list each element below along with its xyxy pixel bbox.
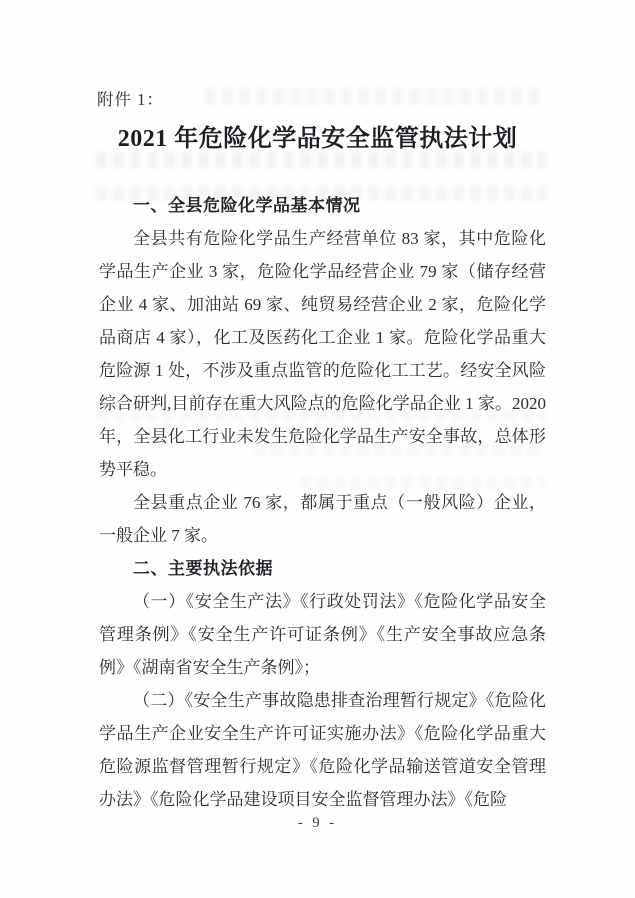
bleedthrough-artifact [205, 88, 545, 105]
section-heading-enforcement-basis: 二、主要执法依据 [133, 559, 273, 578]
section-heading-basic-situation: 一、全县危险化学品基本情况 [133, 196, 361, 215]
body-paragraph: （二）《安全生产事故隐患排查治理暂行规定》《危险化学品生产企业安全生产许可证实施办法》《危险化学品重大危险源监督管理暂行规定》《危险化学品输送管道安全管理办法》《危险化学品建设项目安全监督管理办法》《危险 [99, 691, 546, 809]
document-body [99, 189, 546, 816]
body-paragraph: （一）《安全生产法》《行政处罚法》《危险化学品安全管理条例》《安全生产许可证条例》《生产安全事故应急条例》《湖南省安全生产条例》； [99, 592, 546, 677]
document-title: 2021 年危险化学品安全监管执法计划 [117, 126, 518, 152]
body-paragraph: 全县重点企业 76 家，都属于重点（一般风险）企业，一般企业 7 家。 [99, 493, 546, 545]
body-paragraph: 全县共有危险化学品生产经营单位 83 家，其中危险化学品生产企业 3 家，危险化学品经营企业 79 家（储存经营企业 4 家、加油站 69 家、纯贸易经营企业 2 家，危险化学品商店 4 家），化工及医药化工企业 1 家。危险化学品重大危险源 1 处，不涉及重点监管的危险化工工艺。经安全风险综合研判,目前存在重大风险点的危险化学品企业 1 家。2020 年，全县化工行业未发生危险化学品生产安全事故，总体形势平稳。 [99, 229, 546, 479]
attachment-label: 附件 1： [97, 90, 164, 109]
bleedthrough-artifact [96, 152, 546, 168]
page-number: - 9 - [297, 815, 338, 831]
